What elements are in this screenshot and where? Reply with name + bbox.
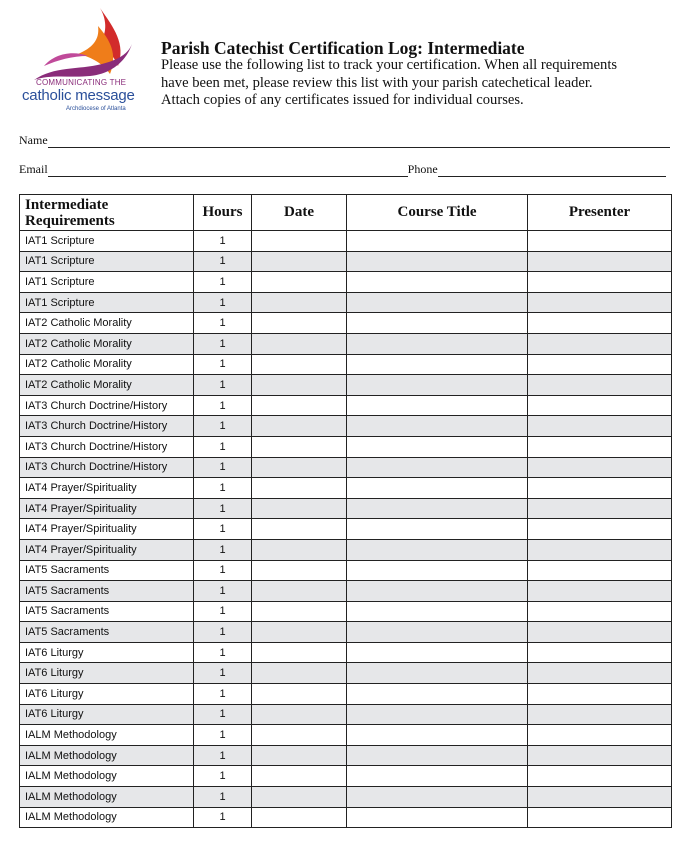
hours-cell: 1 [194,622,252,643]
presenter-cell[interactable] [528,601,672,622]
intro-text [161,57,681,110]
course-title-cell[interactable] [347,787,528,808]
date-cell[interactable] [252,333,347,354]
requirement-cell: IALM Methodology [20,766,194,787]
date-cell[interactable] [252,766,347,787]
table-row [20,436,672,457]
date-cell[interactable] [252,601,347,622]
hours-cell: 1 [194,642,252,663]
table-row [20,272,672,293]
requirement-cell: IAT6 Liturgy [20,663,194,684]
hours-cell: 1 [194,704,252,725]
table-row [20,787,672,808]
table-row [20,663,672,684]
course-title-cell[interactable] [347,704,528,725]
presenter-cell[interactable] [528,478,672,499]
date-cell[interactable] [252,272,347,293]
course-title-cell[interactable] [347,519,528,540]
requirement-cell: IAT2 Catholic Morality [20,354,194,375]
course-title-cell[interactable] [347,416,528,437]
hours-cell: 1 [194,354,252,375]
date-cell[interactable] [252,581,347,602]
course-title-cell[interactable] [347,251,528,272]
table-row [20,807,672,828]
requirement-cell: IALM Methodology [20,745,194,766]
date-cell[interactable] [252,354,347,375]
table-row [20,478,672,499]
requirement-cell: IAT5 Sacraments [20,601,194,622]
date-cell[interactable] [252,313,347,334]
presenter-cell[interactable] [528,663,672,684]
date-cell[interactable] [252,725,347,746]
presenter-cell[interactable] [528,642,672,663]
table-row [20,581,672,602]
requirement-cell: IAT2 Catholic Morality [20,333,194,354]
col-header-hours: Hours [194,195,252,231]
page-title: Parish Catechist Certification Log: Intermediate [161,38,525,58]
date-cell[interactable] [252,539,347,560]
course-title-cell[interactable] [347,601,528,622]
presenter-cell[interactable] [528,498,672,519]
date-cell[interactable] [252,436,347,457]
requirement-cell: IAT2 Catholic Morality [20,313,194,334]
table-row [20,622,672,643]
requirement-cell: IAT4 Prayer/Spirituality [20,478,194,499]
table-row [20,395,672,416]
course-title-cell[interactable] [347,375,528,396]
requirement-cell: IALM Methodology [20,807,194,828]
requirement-cell: IAT3 Church Doctrine/History [20,457,194,478]
course-title-cell[interactable] [347,560,528,581]
course-title-cell[interactable] [347,663,528,684]
requirement-cell: IAT3 Church Doctrine/History [20,395,194,416]
email-field[interactable] [48,165,408,177]
presenter-cell[interactable] [528,272,672,293]
name-field[interactable] [48,136,670,148]
date-cell[interactable] [252,663,347,684]
date-cell[interactable] [252,416,347,437]
hours-cell: 1 [194,807,252,828]
phone-label: Phone [407,162,438,176]
requirement-cell: IAT3 Church Doctrine/History [20,416,194,437]
presenter-cell[interactable] [528,231,672,252]
table-row [20,766,672,787]
presenter-cell[interactable] [528,725,672,746]
course-title-cell[interactable] [347,333,528,354]
presenter-cell[interactable] [528,560,672,581]
logo-subtitle: Archdiocese of Atlanta [66,106,126,112]
course-title-cell[interactable] [347,725,528,746]
requirement-cell: IALM Methodology [20,787,194,808]
table-row [20,251,672,272]
date-cell[interactable] [252,560,347,581]
col-header-date: Date [252,195,347,231]
hours-cell: 1 [194,663,252,684]
table-header-row [20,195,672,231]
date-cell[interactable] [252,642,347,663]
course-title-cell[interactable] [347,231,528,252]
name-label: Name [19,133,48,147]
contact-row [19,162,666,177]
hours-cell: 1 [194,292,252,313]
date-cell[interactable] [252,622,347,643]
course-title-cell[interactable] [347,292,528,313]
hours-cell: 1 [194,725,252,746]
presenter-cell[interactable] [528,251,672,272]
requirement-cell: IAT5 Sacraments [20,622,194,643]
presenter-cell[interactable] [528,313,672,334]
phone-field[interactable] [438,165,666,177]
table-row [20,601,672,622]
hours-cell: 1 [194,766,252,787]
presenter-cell[interactable] [528,416,672,437]
course-title-cell[interactable] [347,272,528,293]
course-title-cell[interactable] [347,622,528,643]
hours-cell: 1 [194,251,252,272]
hours-cell: 1 [194,787,252,808]
presenter-cell[interactable] [528,395,672,416]
table-row [20,498,672,519]
date-cell[interactable] [252,519,347,540]
hours-cell: 1 [194,395,252,416]
hours-cell: 1 [194,684,252,705]
email-label: Email [19,162,48,176]
requirement-cell: IAT4 Prayer/Spirituality [20,539,194,560]
course-title-cell[interactable] [347,354,528,375]
course-title-cell[interactable] [347,807,528,828]
presenter-cell[interactable] [528,457,672,478]
requirement-cell: IAT6 Liturgy [20,642,194,663]
presenter-cell[interactable] [528,684,672,705]
presenter-cell[interactable] [528,292,672,313]
table-row [20,231,672,252]
requirement-cell: IAT4 Prayer/Spirituality [20,498,194,519]
requirement-cell: IAT5 Sacraments [20,581,194,602]
name-row [19,133,670,148]
col-header-presenter: Presenter [528,195,672,231]
intro-line: Please use the following list to track your certification. When all requirements [161,57,618,73]
presenter-cell[interactable] [528,787,672,808]
course-title-cell[interactable] [347,684,528,705]
date-cell[interactable] [252,478,347,499]
table-row [20,416,672,437]
hours-cell: 1 [194,601,252,622]
course-title-cell[interactable] [347,498,528,519]
hours-cell: 1 [194,519,252,540]
table-row [20,560,672,581]
requirement-cell: IAT5 Sacraments [20,560,194,581]
col-header-course-title: Course Title [347,195,528,231]
course-title-cell[interactable] [347,395,528,416]
requirement-cell: IAT1 Scripture [20,292,194,313]
hours-cell: 1 [194,416,252,437]
requirement-cell: IAT6 Liturgy [20,684,194,705]
requirement-cell: IAT1 Scripture [20,272,194,293]
hours-cell: 1 [194,498,252,519]
course-title-cell[interactable] [347,539,528,560]
catholic-message-logo [14,4,150,116]
hours-cell: 1 [194,333,252,354]
table-row [20,354,672,375]
table-row [20,457,672,478]
table-row [20,375,672,396]
logo-brand: catholic message [22,87,135,104]
table-row [20,333,672,354]
presenter-cell[interactable] [528,354,672,375]
course-title-cell[interactable] [347,457,528,478]
requirement-cell: IAT2 Catholic Morality [20,375,194,396]
date-cell[interactable] [252,807,347,828]
course-title-cell[interactable] [347,766,528,787]
table-row [20,684,672,705]
date-cell[interactable] [252,375,347,396]
date-cell[interactable] [252,745,347,766]
certification-log-table [19,194,672,828]
table-row [20,725,672,746]
hours-cell: 1 [194,375,252,396]
hours-cell: 1 [194,272,252,293]
presenter-cell[interactable] [528,436,672,457]
flame-icon [14,4,150,84]
presenter-cell[interactable] [528,807,672,828]
table-row [20,745,672,766]
table-row [20,642,672,663]
date-cell[interactable] [252,292,347,313]
hours-cell: 1 [194,539,252,560]
hours-cell: 1 [194,231,252,252]
date-cell[interactable] [252,457,347,478]
intro-line: Attach copies of any certificates issued for individual courses. [161,92,524,108]
date-cell[interactable] [252,498,347,519]
hours-cell: 1 [194,745,252,766]
requirement-cell: IAT1 Scripture [20,231,194,252]
date-cell[interactable] [252,684,347,705]
table-row [20,519,672,540]
course-title-cell[interactable] [347,581,528,602]
presenter-cell[interactable] [528,375,672,396]
course-title-cell[interactable] [347,436,528,457]
date-cell[interactable] [252,231,347,252]
requirement-cell: IAT4 Prayer/Spirituality [20,519,194,540]
date-cell[interactable] [252,787,347,808]
presenter-cell[interactable] [528,519,672,540]
presenter-cell[interactable] [528,704,672,725]
presenter-cell[interactable] [528,333,672,354]
presenter-cell[interactable] [528,539,672,560]
presenter-cell[interactable] [528,622,672,643]
table-row [20,539,672,560]
requirement-cell: IAT3 Church Doctrine/History [20,436,194,457]
course-title-cell[interactable] [347,642,528,663]
course-title-cell[interactable] [347,478,528,499]
requirement-cell: IALM Methodology [20,725,194,746]
requirement-cell: IAT6 Liturgy [20,704,194,725]
table-row [20,292,672,313]
col-header-requirements: Intermediate Requirements [20,195,194,231]
date-cell[interactable] [252,395,347,416]
course-title-cell[interactable] [347,745,528,766]
table-row [20,704,672,725]
presenter-cell[interactable] [528,766,672,787]
presenter-cell[interactable] [528,581,672,602]
table-row [20,313,672,334]
requirement-cell: IAT1 Scripture [20,251,194,272]
logo-tagline: COMMUNICATING THE [36,78,127,87]
hours-cell: 1 [194,457,252,478]
course-title-cell[interactable] [347,313,528,334]
hours-cell: 1 [194,560,252,581]
hours-cell: 1 [194,313,252,334]
date-cell[interactable] [252,704,347,725]
hours-cell: 1 [194,436,252,457]
hours-cell: 1 [194,581,252,602]
intro-line: have been met, please review this list with your parish catechetical leader. [161,74,593,91]
hours-cell: 1 [194,478,252,499]
presenter-cell[interactable] [528,745,672,766]
date-cell[interactable] [252,251,347,272]
